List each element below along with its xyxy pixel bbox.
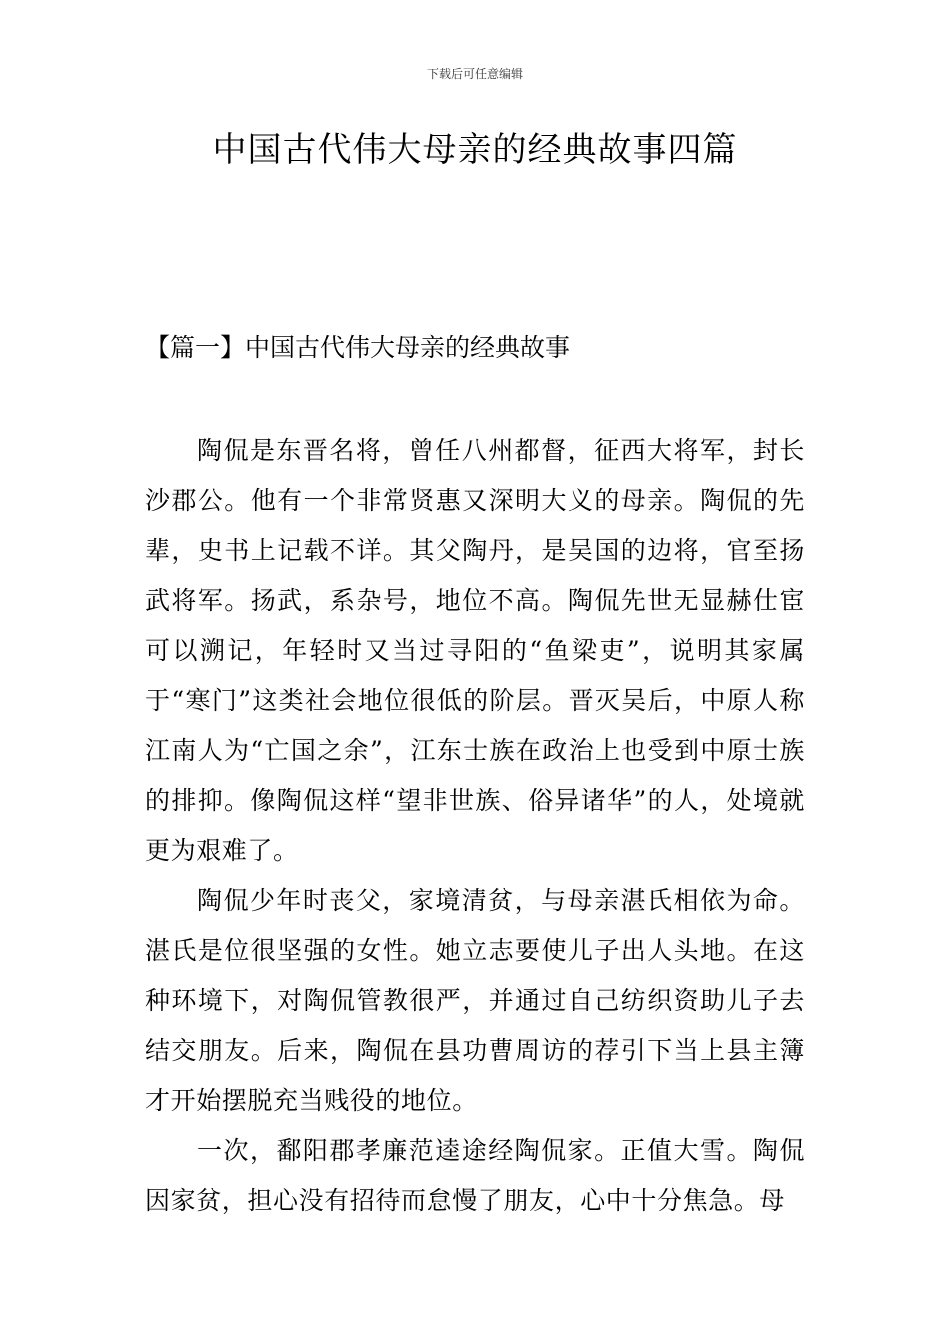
paragraph-3: 一次，鄱阳郡孝廉范逵途经陶侃家。正值大雪。陶侃因家贫，担心没有招待而怠慢了朋友，心中十分焦急。母 bbox=[145, 1136, 805, 1215]
document-title: 中国古代伟大母亲的经典故事四篇 bbox=[212, 130, 738, 170]
header-note: 下载后可任意编辑 bbox=[426, 67, 523, 81]
paragraph-1: 陶侃是东晋名将，曾任八州都督，征西大将军，封长沙郡公。他有一个非常贤惠又深明大义的母亲。陶侃的先辈，史书上记载不详。其父陶丹，是吴国的边将，官至扬武将军。扬武，系杂号，地位不高。陶侃先世无显赫仕宦可以溯记，年轻时又当过寻阳的“鱼梁吏”，说明其家属于“寒门”这类社会地位很低的阶层。晋灭吴后，中原人称江南人为“亡国之余”，江东士族在政治上也受到中原士族的排抑。像陶侃这样“望非世族、俗异诸华”的人，处境就更为艰难了。 bbox=[145, 436, 805, 865]
body-text bbox=[145, 426, 805, 1226]
section-heading: 【篇一】中国古代伟大母亲的经典故事 bbox=[145, 333, 571, 362]
paragraph-2: 陶侃少年时丧父，家境清贫，与母亲湛氏相依为命。湛氏是位很坚强的女性。她立志要使儿子出人头地。在这种环境下，对陶侃管教很严，并通过自己纺织资助儿子去结交朋友。后来，陶侃在县功曹周访的荐引下当上县主簿才开始摆脱充当贱役的地位。 bbox=[145, 886, 805, 1115]
